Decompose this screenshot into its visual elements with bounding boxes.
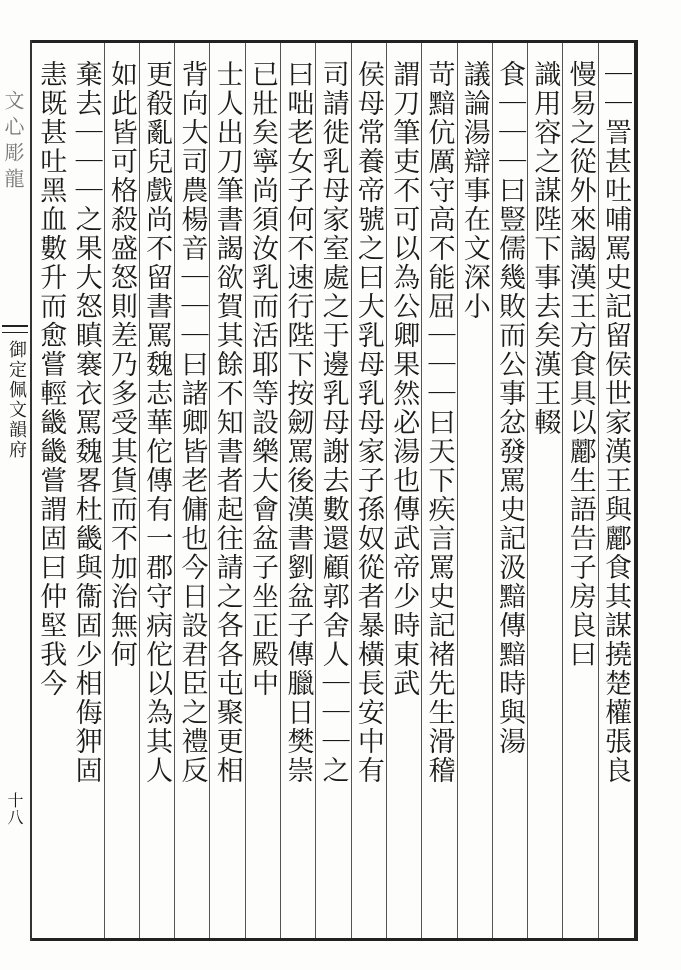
spine-book-title: 御定佩文韻府 — [6, 340, 27, 460]
text-column: 曰咄老女子何不速行陛下按劒罵後漢書劉盆子傳臘日樊崇 — [282, 60, 314, 785]
frame-bottom-border — [32, 938, 637, 941]
column-separator — [209, 43, 210, 938]
column-separator — [351, 43, 352, 938]
spine-page-number: 十八 — [5, 792, 24, 826]
column-separator — [174, 43, 175, 938]
text-column: 更殽亂兒戲尚不留書罵魏志華佗傳有一郡守病佗以為其人 — [141, 60, 173, 785]
column-separator — [245, 43, 246, 938]
column-separator — [139, 43, 140, 938]
text-column: 司請徙乳母家室處之于邊乳母謝去數還顧郭舍人｜｜｜之 — [317, 60, 349, 785]
frame-right-border — [634, 40, 638, 941]
page-spine — [0, 40, 30, 941]
text-column: 背向大司農楊音｜｜｜曰諸卿皆老傭也今日設君臣之禮反 — [176, 60, 208, 785]
text-column: 識用容之謀陛下事去矣漢王輟 — [529, 60, 561, 437]
spine-rule-thin — [2, 332, 28, 333]
text-column: 議論湯辯事在文深小 — [458, 60, 490, 321]
spine-top-text: 文心彫龍 — [1, 90, 25, 194]
frame-left-border — [30, 40, 32, 941]
column-separator — [527, 43, 528, 938]
column-separator — [280, 43, 281, 938]
text-column: 已壯矣寧尚須汝乳而活耶等設樂大會盆子坐正殿中 — [247, 60, 279, 698]
text-column: 如此皆可格殺盛怒則差乃多受其貨而不加治無何 — [105, 60, 137, 669]
column-separator — [457, 43, 458, 938]
column-separator — [492, 43, 493, 938]
column-separator — [104, 43, 105, 938]
text-column: 謂刀筆吏不可以為公卿果然必湯也傳武帝少時東武 — [388, 60, 420, 698]
column-separator — [598, 43, 599, 938]
column-separator — [386, 43, 387, 938]
text-column: 慢易之從外來謁漢王方食具以酈生語告子房良曰 — [564, 60, 596, 669]
text-column: 侯母常養帝號之曰大乳母乳母家子孫奴從者暴橫長安中有 — [352, 60, 384, 785]
spine-rule — [2, 325, 28, 327]
column-separator — [562, 43, 563, 938]
frame-top-border — [32, 40, 637, 43]
column-separator — [315, 43, 316, 938]
text-column: ｜｜詈甚吐哺罵史記留侯世家漢王與酈食其謀撓楚權張良 — [599, 60, 631, 785]
text-column: 士人出刀筆書謁欲賀其餘不知書者起往請之各各屯聚更相 — [211, 60, 243, 785]
text-column-overflow: 恚既甚吐黑血數升而愈嘗輕畿畿嘗謂固曰仲堅我今 — [35, 60, 67, 698]
text-column: 苛黯伉厲守高不能屈｜｜｜曰天下疾言罵史記褚先生滑稽 — [423, 60, 455, 785]
column-separator — [421, 43, 422, 938]
text-column: 食｜｜｜曰豎儒幾敗而公事忿發罵史記汲黯傳黯時與湯 — [494, 60, 526, 756]
text-column: 棄去｜｜｜之果大怒瞋褰衣罵魏畧杜畿與衞固少相侮狎固 — [70, 60, 102, 785]
